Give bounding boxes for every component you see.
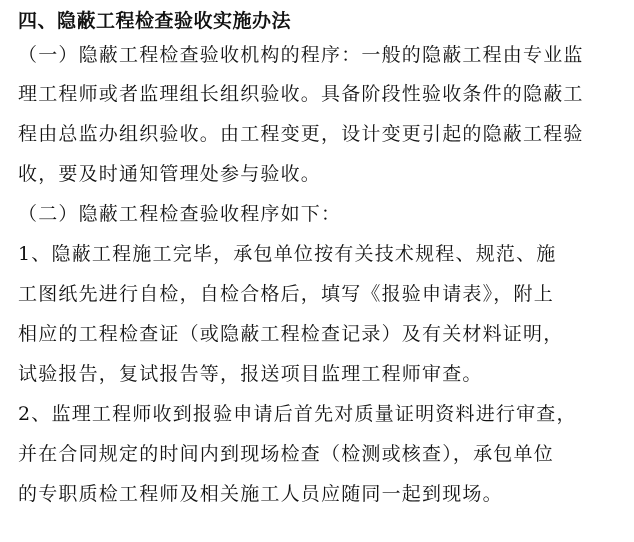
paragraph-line: 1、隐蔽工程施工完毕，承包单位按有关技术规程、规范、施 <box>18 243 557 265</box>
section-heading: 四、隐蔽工程检查验收实施办法 <box>18 10 292 32</box>
paragraph-line: 工图纸先进行自检，自检合格后，填写《报验申请表》，附上 <box>18 283 554 305</box>
paragraph-line: 理工程师或者监理组长组织验收。具备阶段性验收条件的隐蔽工 <box>18 83 584 105</box>
paragraph-line: （二）隐蔽工程检查验收程序如下： <box>18 203 342 225</box>
paragraph-line: （一）隐蔽工程检查验收机构的程序：一般的隐蔽工程由专业监 <box>18 44 584 66</box>
paragraph-line: 收，要及时通知管理处参与验收。 <box>18 163 322 185</box>
document-body <box>18 6 618 514</box>
paragraph-line: 相应的工程检查证（或隐蔽工程检查记录）及有关材料证明， <box>18 323 564 345</box>
paragraph-line: 2、监理工程师收到报验申请后首先对质量证明资料进行审查， <box>18 403 577 425</box>
paragraph-line: 的专职质检工程师及相关施工人员应随同一起到现场。 <box>18 483 503 505</box>
paragraph-line: 程由总监办组织验收。由工程变更，设计变更引起的隐蔽工程验 <box>18 123 584 145</box>
paragraph-line: 试验报告，复试报告等，报送项目监理工程师审查。 <box>18 363 483 385</box>
paragraph-line: 并在合同规定的时间内到现场检查（检测或核查），承包单位 <box>18 443 554 465</box>
